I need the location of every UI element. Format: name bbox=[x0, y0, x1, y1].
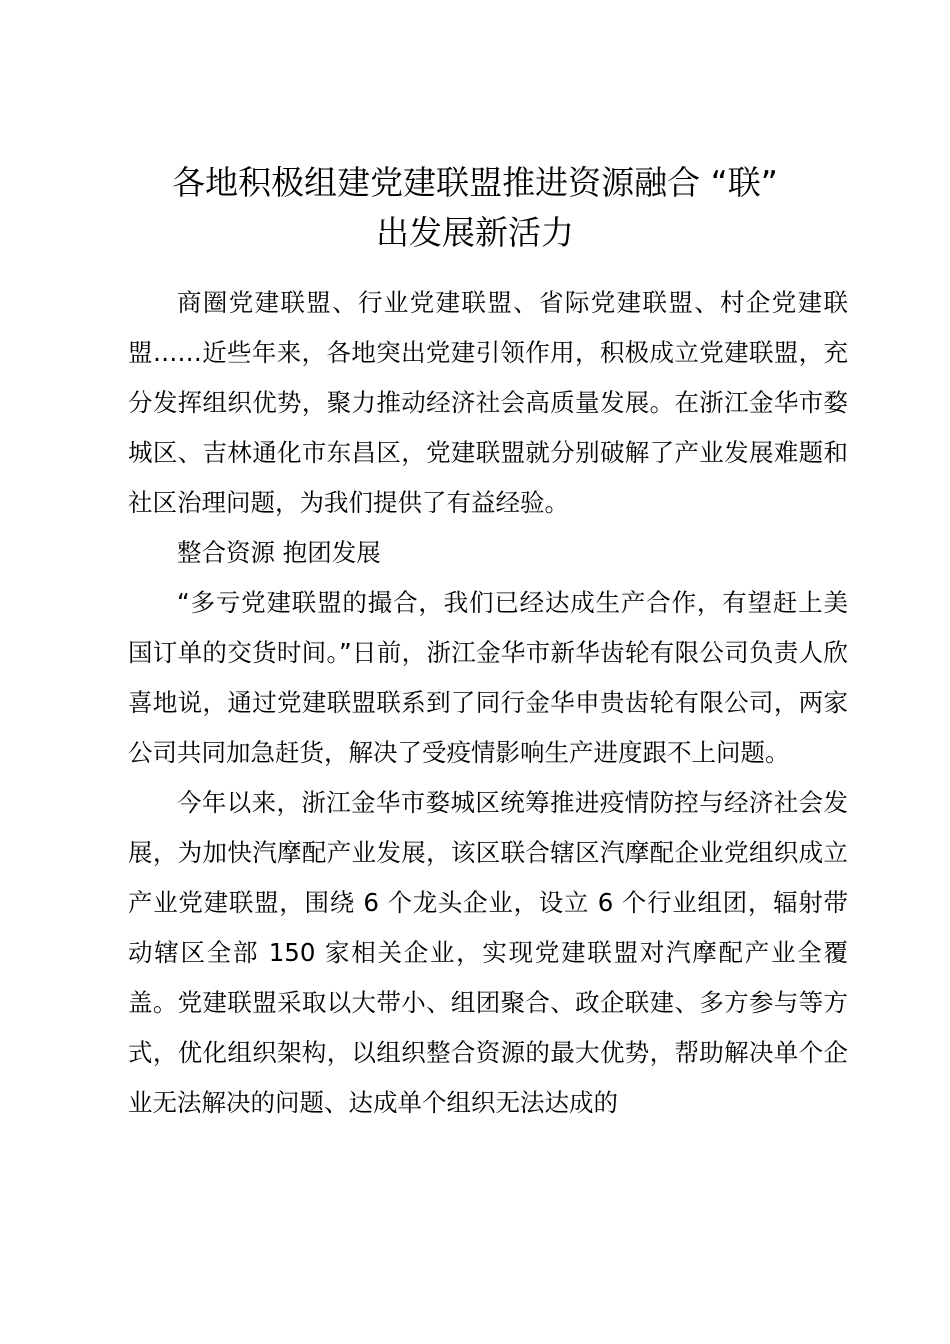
document-title-line-1: 各地积极组建党建联盟推进资源融合 “联” bbox=[172, 163, 778, 202]
document-title-line-2: 出发展新活力 bbox=[376, 213, 574, 252]
section-subheading: 整合资源 抱团发展 bbox=[177, 538, 381, 567]
paragraph-quote: “多亏党建联盟的撮合，我们已经达成生产合作，有望赶上美国订单的交货时间。”日前，浙江金华市新华齿轮有限公司负责人欣喜地说，通过党建联盟联系到了同行金华申贵齿轮有限公司，两家公司共同加急赶货，解决了受疫情影响生产进度跟不上问题。 bbox=[128, 588, 848, 767]
paragraph-intro: 商圈党建联盟、行业党建联盟、省际党建联盟、村企党建联盟……近些年来，各地突出党建引领作用，积极成立党建联盟，充分发挥组织优势，聚力推动经济社会高质量发展。在浙江金华市婺城区、吉林通化市东昌区，党建联盟就分别破解了产业发展难题和社区治理问题，为我们提供了有益经验。 bbox=[128, 288, 848, 517]
paragraph-wucheng: 今年以来，浙江金华市婺城区统筹推进疫情防控与经济社会发展，为加快汽摩配产业发展，该区联合辖区汽摩配企业党组织成立产业党建联盟，围绕 6 个龙头企业，设立 6 个行业组团，辐射带动辖区全部 150 家相关企业，实现党建联盟对汽摩配产业全覆盖。党建联盟采取以大带小、组团聚合、政企联建、多方参与等方式，优化组织架构，以组织整合资源的最大优势，帮助解决单个企业无法解决的问题、达成单个组织无法达成的 bbox=[128, 788, 848, 1117]
document-body bbox=[128, 278, 848, 1128]
